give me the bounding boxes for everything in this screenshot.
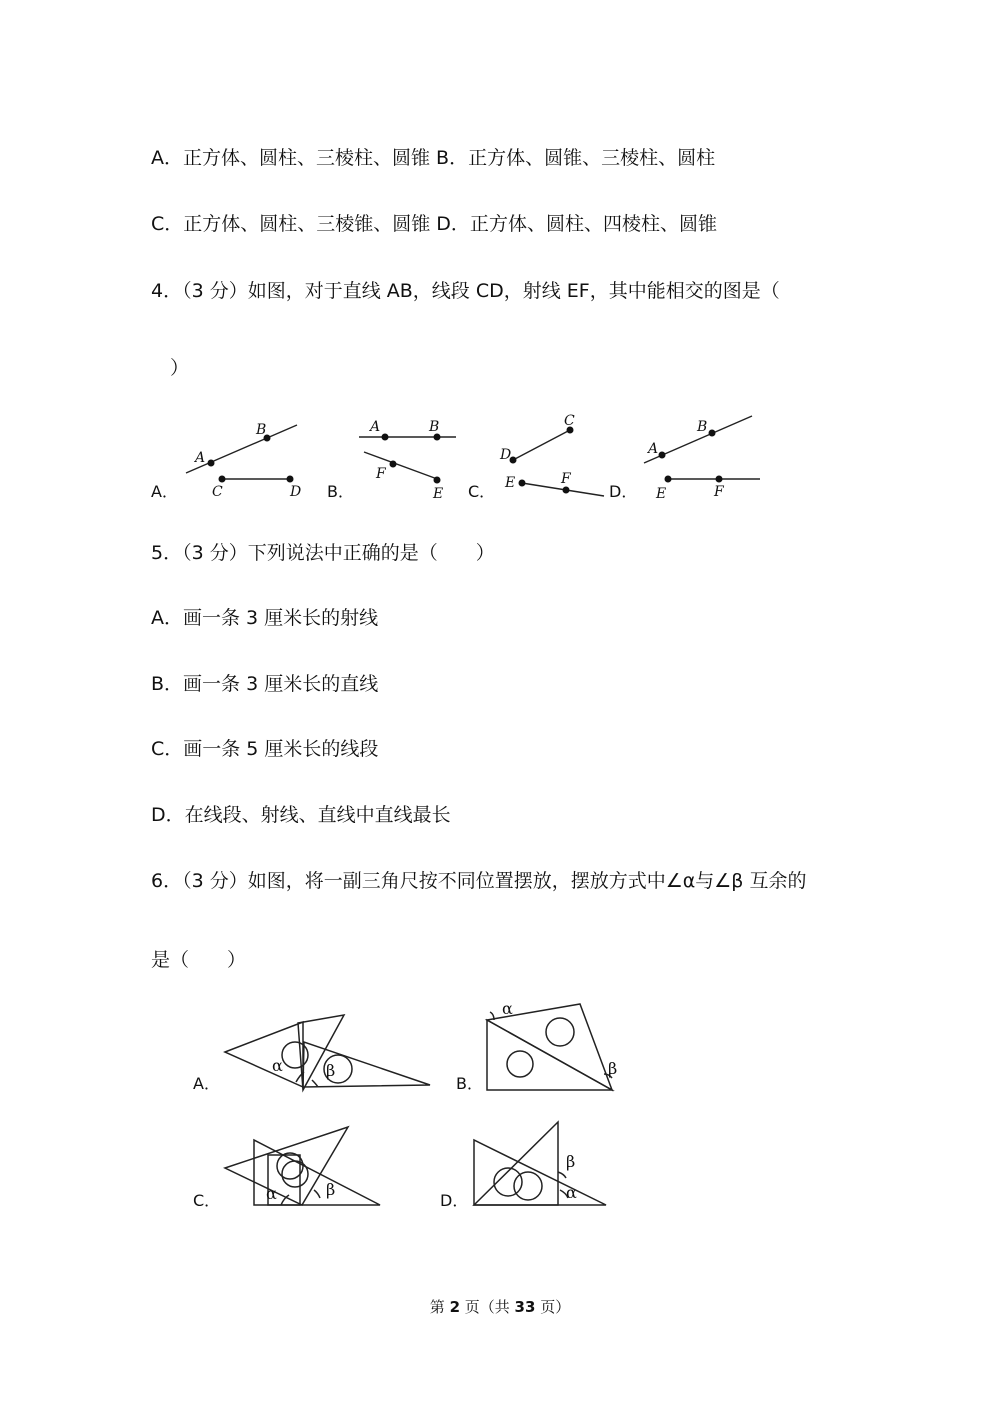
triangle-left (225, 1022, 303, 1087)
q4-stem-end: ） (170, 357, 190, 379)
label-e: E (505, 475, 516, 491)
q5-stem: 5．（3 分）下列说法中正确的是（ ） (151, 542, 495, 564)
footer-suffix: 页） (535, 1298, 571, 1316)
alpha-label: α (566, 1183, 577, 1202)
q6-figure-d (474, 1122, 606, 1205)
q3-options-line-2: C．正方体、圆柱、三棱锥、圆锥 D．正方体、圆柱、四棱柱、圆锥 (151, 213, 717, 235)
arc-beta (558, 1172, 566, 1178)
q6-option-c-label: C． (193, 1191, 221, 1210)
q6-option-a-label: A． (193, 1074, 220, 1093)
label-a: A (648, 441, 659, 457)
alpha-label: α (502, 999, 513, 1018)
q4-stem: 4．（3 分）如图，对于直线 AB，线段 CD，射线 EF，其中能相交的图是（ (151, 280, 780, 302)
q6-stem-end: 是（ ） (151, 949, 247, 971)
label-b: B (256, 422, 267, 438)
q3-options-line-1: A．正方体、圆柱、三棱柱、圆锥 B．正方体、圆锥、三棱柱、圆柱 (151, 147, 716, 169)
alpha-label: α (266, 1184, 277, 1203)
beta-label: β (608, 1059, 618, 1078)
alpha-label: α (272, 1056, 283, 1075)
label-d: D (500, 447, 512, 463)
label-e: E (433, 486, 444, 502)
q5-option-b: B．画一条 3 厘米长的直线 (151, 673, 379, 695)
hole-1 (277, 1153, 303, 1179)
label-b: B (429, 419, 440, 435)
label-d: D (290, 484, 302, 500)
q5-option-d: D．在线段、射线、直线中直线最长 (151, 804, 451, 826)
label-a: A (370, 419, 381, 435)
q6-figure-c (225, 1127, 380, 1205)
beta-label: β (326, 1061, 336, 1080)
q5-option-c: C．画一条 5 厘米长的线段 (151, 738, 379, 760)
label-b: B (697, 419, 708, 435)
label-e: E (656, 486, 667, 502)
label-a: A (195, 450, 206, 466)
arc-beta (314, 1190, 320, 1198)
q6-stem: 6．（3 分）如图，将一副三角尺按不同位置摆放，摆放方式中∠α与∠β 互余的 (151, 870, 807, 892)
q4-option-d-label: D． (609, 482, 638, 501)
q4-option-c-label: C． (468, 482, 496, 501)
arc-beta (312, 1080, 318, 1087)
q6-option-b-label: B． (456, 1074, 483, 1093)
q4-option-a-label: A． (151, 482, 178, 501)
triangle-right (303, 1042, 430, 1087)
hole-2 (546, 1018, 574, 1046)
label-f: F (376, 466, 386, 482)
label-f: F (561, 471, 571, 487)
label-c: C (564, 413, 575, 429)
hole-1 (507, 1051, 533, 1077)
footer-page-number: 2 (449, 1298, 460, 1316)
footer-total-pages: 33 (514, 1298, 536, 1316)
footer-middle: 页（共 (460, 1298, 515, 1316)
q6-option-d-label: D． (440, 1191, 469, 1210)
hole-2 (282, 1161, 308, 1187)
beta-label: β (326, 1180, 336, 1199)
q4-option-b-label: B． (327, 482, 354, 501)
hole-2 (514, 1172, 542, 1200)
page-footer (0, 1296, 1000, 1317)
beta-label: β (566, 1152, 576, 1171)
triangle-lower (474, 1140, 606, 1205)
triangle-upper (298, 1015, 344, 1090)
label-c: C (212, 484, 223, 500)
q5-option-a: A．画一条 3 厘米长的射线 (151, 607, 379, 629)
footer-prefix: 第 (429, 1298, 450, 1316)
label-f: F (714, 484, 724, 500)
